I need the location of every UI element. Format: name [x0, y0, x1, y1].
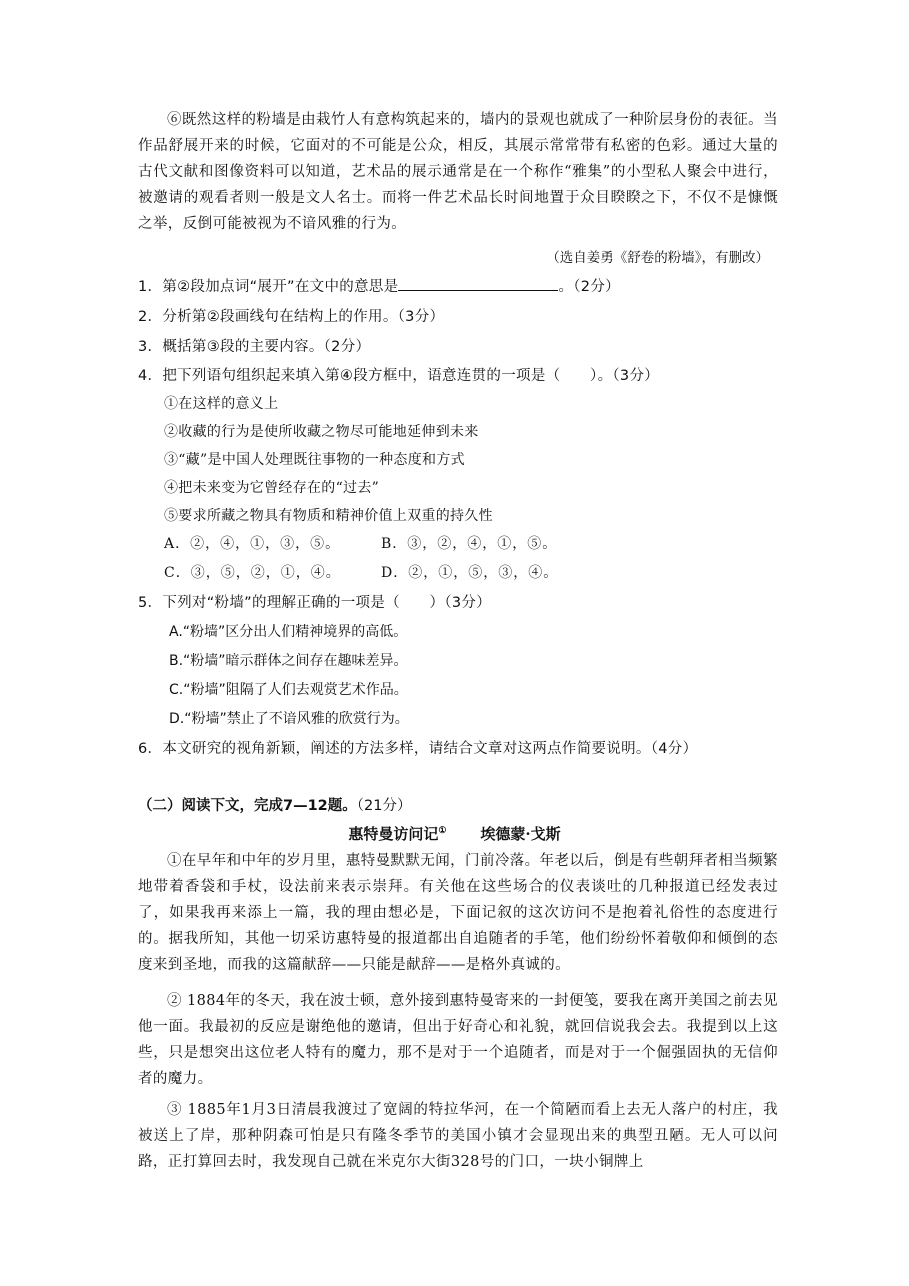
question-1-score: 。（2分） — [558, 279, 620, 295]
question-2: 2．分析第②段画线句在结构上的作用。（3分） — [138, 309, 445, 325]
question-1 — [138, 275, 620, 296]
q4-choice-d[interactable]: D．②，①，⑤，③，④。 — [381, 565, 559, 581]
q4-item-3: ③“藏”是中国人处理既往事物的一种态度和方式 — [164, 452, 465, 468]
article-title-text: 惠特曼访问记 — [348, 825, 439, 843]
article-title — [0, 823, 909, 844]
section-score: （21分） — [356, 798, 412, 814]
footnote-mark: ① — [438, 826, 447, 836]
q4-choice-c[interactable]: C．③，⑤，②，①，④。 — [164, 565, 341, 581]
question-3: 3．概括第③段的主要内容。（2分） — [138, 339, 371, 355]
question-4: 4．把下列语句组织起来填入第④段方框中，语意连贯的一项是（ ）。（3分） — [138, 368, 660, 384]
q5-choice-a[interactable]: A.“粉墙”区分出人们精神境界的高低。 — [169, 624, 408, 640]
article-paragraph-2: ② 1884年的冬天，我在波士顿，意外接到惠特曼寄来的一封便笺，要我在离开美国之前去见他一面。我最初的反应是谢绝他的邀请，但出于好奇心和礼貌，就回信说我会去。我提到以上这些，只是想突出这位老人特有的魔力，那不是对于一个追随者，而是对于一个倔强固执的无信仰者的魔力。 — [138, 993, 778, 1087]
question-1-text: 1．第②段加点词“展开”在文中的意思是 — [138, 279, 399, 295]
section-heading — [138, 794, 411, 815]
question-5: 5．下列对“粉墙”的理解正确的一项是（ ）（3分） — [138, 595, 492, 611]
section-heading-text: （二）阅读下文，完成7—12题。 — [138, 798, 357, 814]
q4-item-1: ①在这样的意义上 — [164, 396, 279, 412]
q5-choice-d[interactable]: D.“粉墙”禁止了不谙风雅的欣赏行为。 — [169, 711, 409, 727]
article-paragraph-3: ③ 1885年1月3日清晨我渡过了宽阔的特拉华河，在一个简陋而看上去无人落户的村庄，我被送上了岸，那种阴森可怕是只有隆冬季节的美国小镇才会显现出来的典型丑陋。无人可以问路，正打算回去时，我发现自己就在米克尔大街328号的门口，一块小铜牌上 — [138, 1102, 778, 1170]
question-6: 6．本文研究的视角新颖，阐述的方法多样，请结合文章对这两点作简要说明。（4分） — [138, 741, 698, 757]
q5-choice-c[interactable]: C.“粉墙”阻隔了人们去观赏艺术作品。 — [169, 682, 408, 698]
article-author: 埃德蒙·戈斯 — [480, 825, 561, 843]
q4-choice-a[interactable]: A．②，④，①，③，⑤。 — [164, 536, 341, 552]
q4-item-4: ④把未来变为它曾经存在的“过去” — [164, 480, 380, 496]
answer-blank[interactable] — [398, 276, 558, 291]
q5-choice-b[interactable]: B.“粉墙”暗示群体之间存在趣味差异。 — [169, 653, 408, 669]
passage-source: （选自姜勇《舒卷的粉墙》，有删改） — [546, 250, 769, 266]
q4-choice-b[interactable]: B．③，②，④，①，⑤。 — [381, 536, 558, 552]
article-paragraph-1: ①在早年和中年的岁月里，惠特曼默默无闻，门前冷落。年老以后，倒是有些朝拜者相当频繁地带着香袋和手杖，设法前来表示崇拜。有关他在这些场合的仪表谈吐的几种报道已经发表过了，如果我再来添上一篇，我的理由想必是，下面记叙的这次访问不是抱着礼俗性的态度进行的。据我所知，其他一切采访惠特曼的报道都出自追随者的手笔，他们纷纷怀着敬仰和倾倒的态度来到圣地，而我的这篇献辞——只能是献辞——是格外真诚的。 — [138, 853, 778, 973]
q4-item-2: ②收藏的行为是使所收藏之物尽可能地延伸到未来 — [164, 424, 479, 440]
q4-item-5: ⑤要求所藏之物具有物质和精神价值上双重的持久性 — [164, 508, 493, 524]
passage-paragraph-6: ⑥既然这样的粉墙是由栽竹人有意构筑起来的，墙内的景观也就成了一种阶层身份的表征。当作品舒展开来的时候，它面对的不可能是公众，相反，其展示常常带有私密的色彩。通过大量的古代文献和图像资料可以知道，艺术品的展示通常是在一个称作“雅集”的小型私人聚会中进行，被邀请的观看者则一般是文人名士。而将一件艺术品长时间地置于众目睽睽之下，不仅不是慷慨之举，反倒可能被视为不谙风雅的行为。 — [138, 112, 778, 232]
